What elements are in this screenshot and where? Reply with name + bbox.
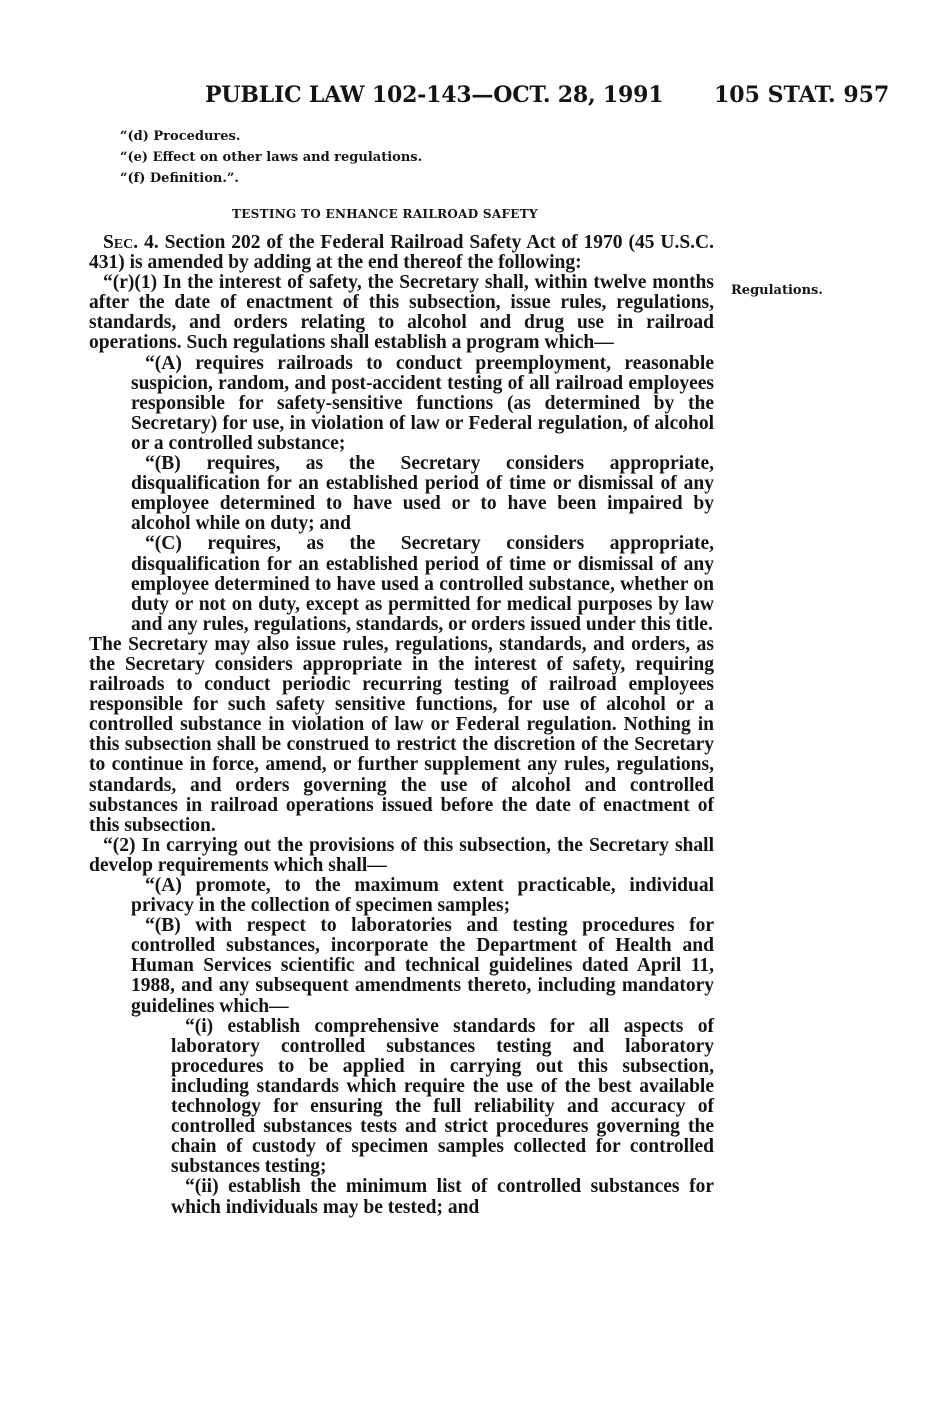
paragraph-secretary-may: The Secretary may also issue rules, regulations, standards, and orders, as the Secretary considers appropriate in the interest of safety, requiring railroads to conduct periodic recurring testing of railroad employees responsible for such safety sensitive functions, for use of alcohol or a controlled substance in violation of law or Federal regulation. Nothing in this subsection shall be construed to restrict the discretion of the Secretary to continue in force, amend, or further supplement any rules, regulations, standards, and orders governing the use of alcohol and controlled substances in railroad operations issued before the date of enactment of this subsection. bbox=[89, 633, 714, 836]
paragraph-r2: “(2) In carrying out the provisions of this subsection, the Secretary shall develop requirements which shall— bbox=[89, 834, 714, 876]
running-header-stat: 105 STAT. 957 bbox=[714, 82, 890, 108]
table-of-contents-fragment bbox=[120, 126, 422, 189]
paragraph-r2-b-i: “(i) establish comprehensive standards for all aspects of laboratory controlled substances testing and laboratory procedures to be applied in carrying out this subsection, including standards which require the use of the best available technology for ensuring the full reliability and accuracy of controlled substances tests and strict procedures governing the chain of custody of specimen samples collected for controlled substances testing; bbox=[171, 1015, 714, 1178]
paragraph-r1-b: “(B) requires, as the Secretary considers appropriate, disqualification for an established period of time or dismissal of any employee determined to have used or to have been impaired by alcohol while on duty; and bbox=[131, 453, 714, 535]
paragraph-r2-b: “(B) with respect to laboratories and testing procedures for controlled substances, incorporate the Department of Health and Human Services scientific and technical guidelines dated April 11, 1988, and any subsequent amendments thereto, including mandatory guidelines which— bbox=[131, 915, 714, 1017]
paragraph-r1: “(r)(1) In the interest of safety, the Secretary shall, within twelve months after the date of enactment of this subsection, issue rules, regulations, standards, and orders relating to alcohol and drug use in railroad operations. Such regulations shall establish a program which— bbox=[89, 272, 714, 354]
statute-body bbox=[89, 233, 714, 1218]
paragraph-r1-a: “(A) requires railroads to conduct preemployment, reasonable suspicion, random, and post-accident testing of all railroad employees responsible for safety-sensitive functions (as determined by the Secretary) for use, in violation of law or Federal regulation, of alcohol or a controlled substance; bbox=[131, 352, 714, 454]
toc-item: “(e) Effect on other laws and regulations. bbox=[120, 150, 423, 165]
section-label: Sec. 4. bbox=[103, 232, 159, 253]
paragraph-r1-c: “(C) requires, as the Secretary considers appropriate, disqualification for an established period of time or dismissal of any employee determined to have used a controlled substance, whether on duty or not on duty, except as permitted for medical purposes by law and any rules, regulations, standards, or orders issued under this title. bbox=[131, 533, 714, 635]
toc-item: “(d) Procedures. bbox=[120, 129, 241, 144]
toc-item: “(f) Definition.”. bbox=[120, 171, 239, 186]
paragraph-section-4 bbox=[89, 233, 714, 273]
section-heading: TESTING TO ENHANCE RAILROAD SAFETY bbox=[232, 207, 538, 221]
paragraph-r2-a: “(A) promote, to the maximum extent practicable, individual privacy in the collection of specimen samples; bbox=[131, 875, 714, 917]
running-header-title: PUBLIC LAW 102-143—OCT. 28, 1991 bbox=[205, 82, 664, 108]
paragraph-r2-b-ii: “(ii) establish the minimum list of controlled substances for which individuals may be tested; and bbox=[171, 1176, 714, 1218]
paragraph-text: Section 202 of the Federal Railroad Safety Act of 1970 (45 U.S.C. 431) is amended by adding at the end thereof the following: bbox=[89, 232, 715, 274]
margin-note: Regulations. bbox=[731, 283, 823, 298]
